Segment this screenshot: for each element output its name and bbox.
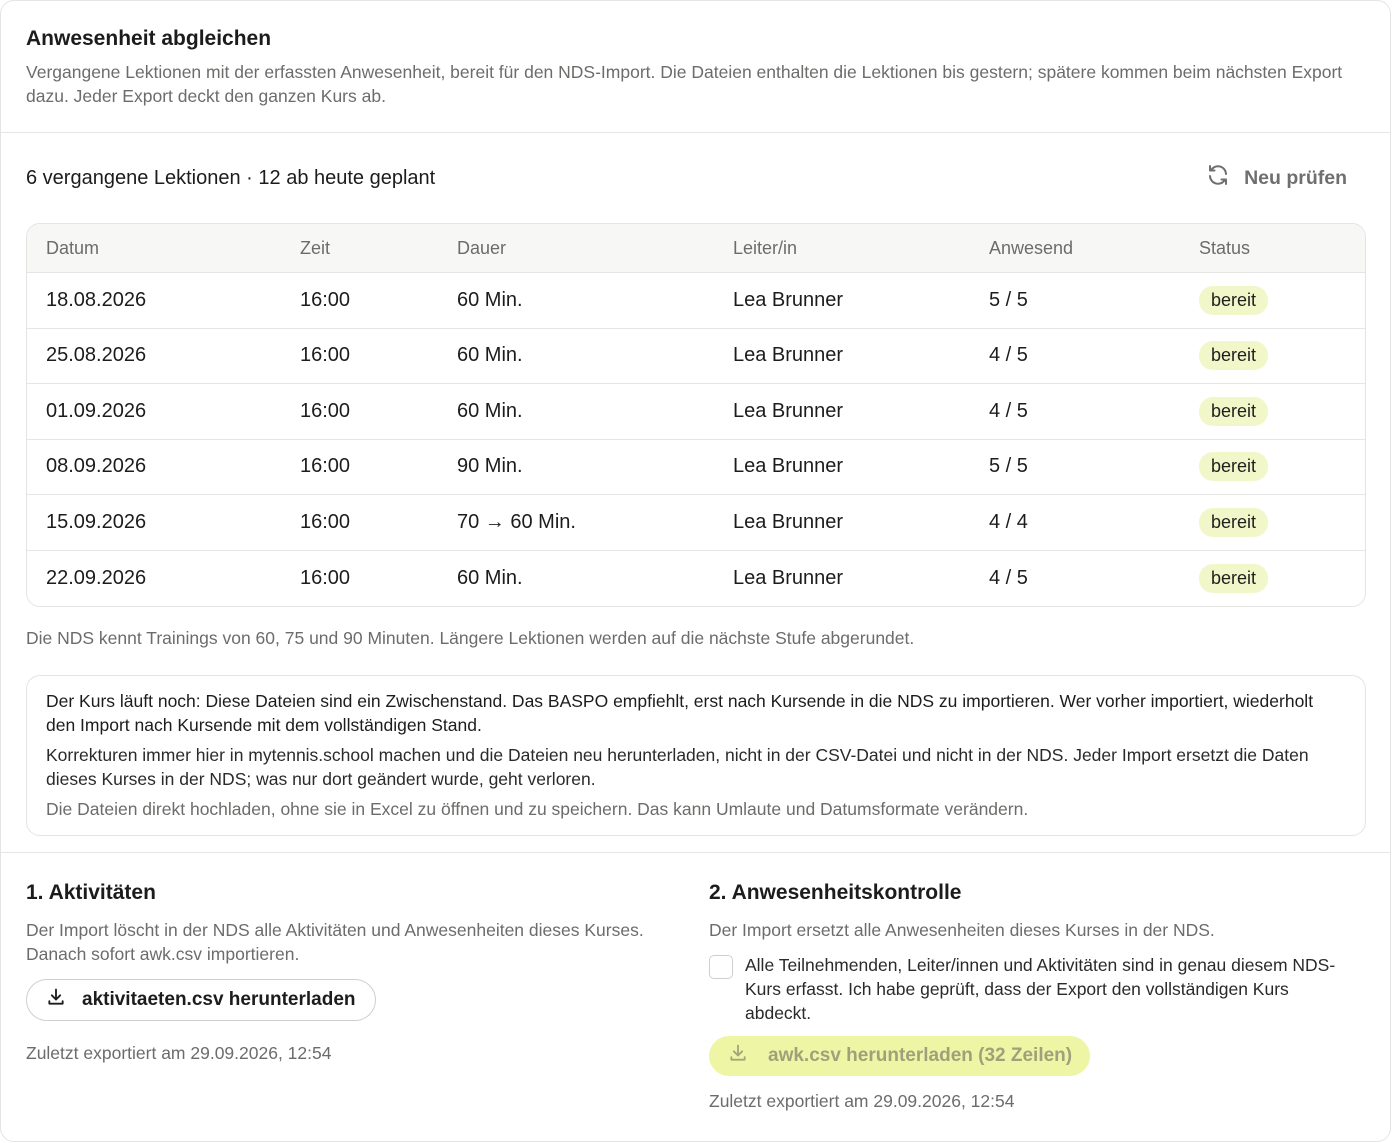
confirm-checkbox-label: Alle Teilnehmenden, Leiter/innen und Aktivitäten sind in genau diesem NDS-Kurs erfasst. Ich habe geprüft, dass der Export den vollständigen Kurs abdeckt. [745, 955, 1336, 1023]
column-header-anwesend: Anwesend [970, 224, 1180, 273]
cell-leiter: Lea Brunner [714, 495, 970, 551]
cell-leiter: Lea Brunner [714, 329, 970, 385]
cell-datum: 25.08.2026 [27, 329, 281, 385]
cell-zeit: 16:00 [281, 440, 438, 496]
cell-dauer: 60 Min. [438, 329, 714, 385]
cell-dauer: 70 → 60 Min. [438, 495, 714, 551]
cell-dauer: 60 Min. [438, 384, 714, 440]
step1-title: 1. Aktivitäten [26, 881, 156, 904]
cell-status [1180, 495, 1365, 551]
download-awk-label: awk.csv herunterladen (32 Zeilen) [768, 1045, 1073, 1066]
table-row [27, 273, 1365, 329]
table-row [27, 329, 1365, 385]
cell-leiter: Lea Brunner [733, 566, 844, 589]
cell-datum: 08.09.2026 [27, 440, 281, 496]
column-header-status: Status [1180, 224, 1365, 273]
download-icon [728, 1043, 748, 1069]
cell-anwesend: 4 / 5 [989, 566, 1028, 589]
download-activities-button[interactable] [26, 979, 376, 1021]
cell-datum: 18.08.2026 [27, 273, 281, 329]
status-badge: bereit [1199, 452, 1268, 481]
confirm-checkbox-row [709, 953, 1359, 1025]
card-header [1, 1, 1390, 133]
table-row [27, 495, 1365, 551]
recheck-label: Neu prüfen [1244, 166, 1347, 189]
cell-dauer: 90 Min. [438, 440, 714, 496]
cell-leiter: Lea Brunner [714, 273, 970, 329]
column-header-leiter: Leiter/in [714, 224, 970, 273]
cell-zeit: 16:00 [281, 329, 438, 385]
cell-anwesend: 4 / 4 [970, 495, 1180, 551]
main-section [1, 133, 1390, 836]
cell-dauer: 60 Min. [438, 273, 714, 329]
download-icon [46, 987, 66, 1013]
page-title: Anwesenheit abgleichen [26, 27, 272, 50]
status-badge: bereit [1199, 508, 1268, 537]
lesson-summary: 6 vergangene Lektionen · 12 ab heute geplant [26, 166, 436, 189]
status-badge: bereit [1199, 341, 1268, 370]
step2-description: Der Import ersetzt alle Anwesenheiten dieses Kurses in der NDS. [709, 920, 1215, 940]
step2-last-export: Zuletzt exportiert am 29.09.2026, 12:54 [709, 1091, 1015, 1111]
cell-anwesend: 5 / 5 [970, 440, 1180, 496]
cell-status [1180, 440, 1365, 496]
step-attendance [709, 881, 1359, 1112]
cell-datum: 15.09.2026 [27, 495, 281, 551]
table-row [27, 440, 1365, 496]
table-row [27, 384, 1365, 440]
step1-description: Der Import löscht in der NDS alle Aktivitäten und Anwesenheiten dieses Kurses. Danach sofort awk.csv importieren. [26, 920, 644, 964]
status-badge: bereit [1199, 397, 1268, 426]
step1-last-export: Zuletzt exportiert am 29.09.2026, 12:54 [26, 1043, 332, 1063]
status-badge: bereit [1199, 286, 1268, 315]
recheck-button[interactable] [1196, 155, 1365, 201]
warning-excel: Die Dateien direkt hochladen, ohne sie in Excel zu öffnen und zu speichern. Das kann Umlaute und Datumsformate verändern. [46, 799, 1029, 819]
warning-course-running: Der Kurs läuft noch: Diese Dateien sind ein Zwischenstand. Das BASPO empfiehlt, erst nach Kursende in die NDS zu importieren. Wer vorher importiert, wiederholt den Import nach Kursende mit dem vollständigen Stand. [46, 691, 1314, 735]
cell-status [1180, 551, 1365, 607]
status-badge: bereit [1199, 564, 1268, 593]
cell-leiter: Lea Brunner [714, 384, 970, 440]
cell-status [1180, 273, 1365, 329]
warning-corrections: Korrekturen immer hier in mytennis.school machen und die Dateien neu herunterladen, nicht in der CSV-Datei und nicht in der NDS. Jeder Import ersetzt die Daten dieses Kurses in der NDS; was nur dort geändert wurde, geht verloren. [46, 745, 1309, 789]
column-header-zeit: Zeit [281, 224, 438, 273]
cell-status [1180, 329, 1365, 385]
lessons-table [26, 223, 1366, 607]
cell-zeit: 16:00 [281, 495, 438, 551]
duration-note: Die NDS kennt Trainings von 60, 75 und 90 Minuten. Längere Lektionen werden auf die nächste Stufe abgerundet. [26, 628, 915, 648]
section-divider [1, 852, 1391, 853]
cell-dauer: 60 Min. [457, 566, 523, 589]
cell-anwesend: 4 / 5 [970, 329, 1180, 385]
refresh-icon [1206, 163, 1230, 193]
page-subtitle: Vergangene Lektionen mit der erfassten Anwesenheit, bereit für den NDS-Import. Die Dateien enthalten die Lektionen bis gestern; spätere kommen beim nächsten Export dazu. Jeder Export deckt den ganzen Kurs ab. [26, 62, 1343, 106]
cell-leiter: Lea Brunner [714, 440, 970, 496]
download-activities-label: aktivitaeten.csv herunterladen [82, 989, 356, 1010]
cell-zeit: 16:00 [281, 273, 438, 329]
cell-zeit: 16:00 [281, 384, 438, 440]
cell-anwesend: 5 / 5 [970, 273, 1180, 329]
warning-box [26, 675, 1366, 836]
summary-row [26, 133, 1365, 223]
download-awk-button[interactable] [709, 1036, 1090, 1076]
confirm-checkbox[interactable] [709, 955, 733, 979]
cell-datum: 22.09.2026 [46, 566, 147, 589]
cell-datum: 01.09.2026 [27, 384, 281, 440]
cell-zeit: 16:00 [300, 566, 351, 589]
cell-status [1180, 384, 1365, 440]
column-header-datum: Datum [27, 224, 281, 273]
table-row [27, 551, 1365, 607]
table-header-row [27, 224, 1365, 273]
cell-anwesend: 4 / 5 [970, 384, 1180, 440]
column-header-dauer: Dauer [438, 224, 714, 273]
step-activities [26, 881, 666, 1064]
step2-title: 2. Anwesenheitskontrolle [709, 881, 962, 904]
